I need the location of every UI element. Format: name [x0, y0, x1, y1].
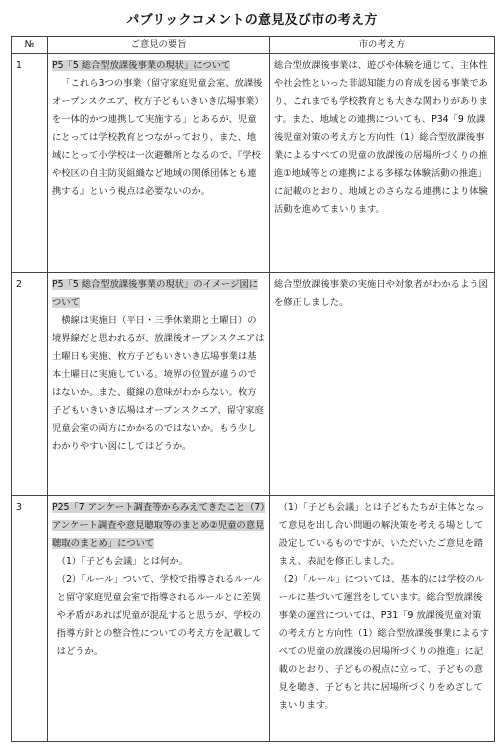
opinion-cell	[48, 273, 270, 496]
view-answer-1: （1）「子ども会議」とは子どもたちが主体となって意見を出し合い問題の解決策を考える場として設定しているものですが、いただいたご意見を踏まえ、表記を修正しました。	[278, 502, 485, 567]
opinion-heading: P25「7 アンケート調査等からみえてきたこと（7）アンケート調査や意見聴取等のまとめ②児童の意見聴取のまとめ」について	[52, 502, 265, 549]
header-no: №	[12, 37, 48, 54]
comments-table	[11, 36, 495, 742]
view-answer-2: （2）「ルール」については、基本的には学校のルールに基づいて運営をしています。総合型放課後事業の運営については、P31「9 放課後児童対策の考え方と方向性（1）総合型放課後事業によるすべての児童の放課後の居場所づくりの推進」に記載のとおり、子どもの視点に立って、子どもの意見を聴き、子どもと共に居場所づくりをめざしてまいります。	[278, 574, 490, 711]
row-number: 3	[12, 496, 48, 742]
opinion-heading: P5「5 総合型放課後事業の現状」のイメージ図について	[52, 279, 259, 308]
header-view: 市の考え方	[270, 37, 495, 54]
view-cell	[270, 273, 495, 496]
opinion-body: 「これら3つの事業（留守家庭児童会室、放課後オープンスクエア、枚方子どもいきいき広場事業）を一体的かつ連携して実施する」とあるが、児童にとっては学校教育とつながっており、また、地域にとって小学校は一次避難所となるので、『学校や校区の自主防災組織など地域の関係団体とも連携する』という視点は必要ないのか。	[52, 78, 264, 197]
table-row	[12, 496, 495, 742]
view-text: 総合型放課後事業は、遊びや体験を通じて、主体性や社会性といった非認知能力の育成を図る事業であり、これまでも学校教育とも大きな関わりがあります。また、地域との連携についても、P34「9 放課後児童対策の考え方と方向性（1）総合型放課後事業によるすべての児童の放課後の居場所づくりの推進①地域等との連携による多様な体験活動の推進」に記載のとおり、地域とのさらなる連携により体験活動を進めてまいります。	[274, 60, 488, 215]
opinion-cell	[48, 496, 270, 742]
table-header-row	[12, 37, 495, 54]
header-opinion: ご意見の要旨	[48, 37, 270, 54]
opinion-cell	[48, 54, 270, 273]
table-row	[12, 273, 495, 496]
row-number: 2	[12, 273, 48, 496]
opinion-heading: P5「5 総合型放課後事業の現状」について	[52, 60, 231, 71]
opinion-question-2: （2）「ルール」ついて、学校で指導されるルールと留守家庭児童会室で指導されるルールとに差異や矛盾があれば児童が混乱すると思うが、学校の指導方針との整合性についての考え方を記載してはどうか。	[56, 574, 262, 657]
view-cell	[270, 496, 495, 742]
page-title: パブリックコメントの意見及び市の考え方	[126, 13, 378, 28]
row-number: 1	[12, 54, 48, 273]
opinion-question-1: （1）「子ども会議」とは何か。	[56, 556, 189, 567]
table-row	[12, 54, 495, 273]
opinion-body: 横線は実施日（平日・三季休業期と土曜日）の境界線だと思われるが、放課後オープンスクエアは土曜日も実施、枚方子どもいきいき広場事業は基本土曜日に実施している。境界の位置が違うのではないか。また、縦線の意味がわからない。枚方子どもいきいき広場はオープンスクエア、留守家庭児童会室の両方にかかるのではないか。もう少しわかりやすい図にしてはどうか。	[52, 315, 265, 452]
view-cell	[270, 54, 495, 273]
view-text: 総合型放課後事業の実施日や対象者がわかるよう図を修正しました。	[274, 279, 488, 308]
